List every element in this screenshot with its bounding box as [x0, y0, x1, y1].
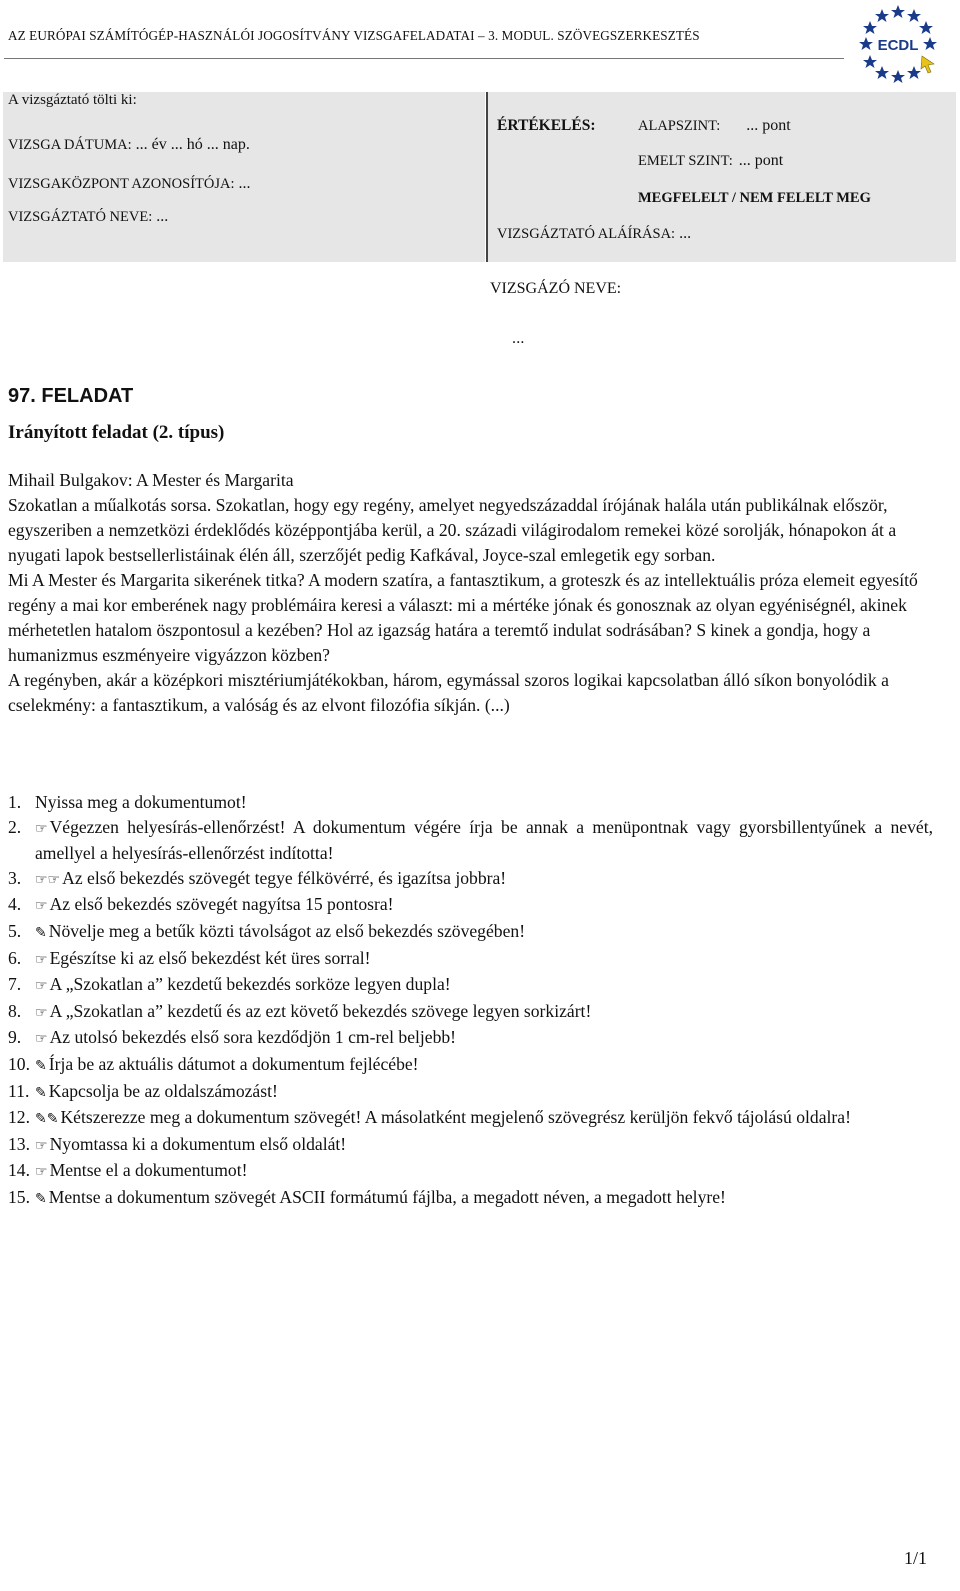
logo-star — [863, 21, 877, 34]
step-number: 6. — [8, 947, 22, 968]
examiner-name-value: ... — [156, 208, 169, 225]
logo-star — [891, 5, 905, 18]
step-number: 15. — [8, 1186, 30, 1207]
logo-star — [863, 55, 877, 68]
paragraph: Mi A Mester és Margarita sikerének titka? A modern szatíra, a fantasztikum, a groteszk és az intellektuális próza elemeit egyesítő regény a mai kor emberének nagy problémáira keresi a választ: mi a mértéke jónak és gonosznak az olyan egyéniségnél, akinek mérhetetlen hatalom öszpontosul a kezében? Hol az igazság határa a teremtő indulat sodrásában? S kinek a gondja, hogy a humanizmus eszményeire vigyázzon közben? — [8, 570, 918, 665]
pen-icon: ✎ — [35, 1057, 47, 1074]
paragraph: A regényben, akár a középkori misztériumjátékokban, három, egymással szoros logikai kapcsolatban álló síkon bonyolódik a cselekmény: a fantasztikum, a valóság és az elvont filozófia síkján. (...) — [8, 670, 889, 715]
logo-star — [859, 37, 873, 50]
step-number: 14. — [8, 1160, 30, 1181]
instruction-item — [8, 946, 933, 973]
advanced-level-value: ... pont — [738, 152, 784, 169]
page-number: 1/1 — [904, 1548, 928, 1568]
logo-star — [907, 66, 921, 79]
task-number: 97. FELADAT — [8, 385, 134, 407]
step-number: 4. — [8, 894, 22, 915]
step-text: Kétszerezze meg a dokumentum szövegét! A másolatként megjelenő szövegrész kerüljön fekvő tájolású oldalra! — [60, 1107, 851, 1128]
base-level-label: ALAPSZINT: — [638, 118, 721, 134]
step-text: Egészítse ki az első bekezdést két üres sorral! — [49, 947, 371, 968]
step-text: A „Szokatlan a” kezdetű bekezdés sorköze legyen dupla! — [49, 974, 451, 995]
pointing-hand-icon: ☞ — [35, 978, 48, 995]
pointing-hand-icon: ☞ — [35, 1137, 48, 1154]
instruction-item — [8, 866, 933, 893]
pointing-hand-icon: ☞ — [35, 820, 48, 837]
base-level-value: ... pont — [746, 117, 791, 134]
base-level-row — [638, 117, 791, 135]
instruction-item — [8, 892, 933, 919]
candidate-name-label: VIZSGÁZÓ NEVE: — [490, 280, 622, 297]
exam-center-label: VIZSGAKÖZPONT AZONOSÍTÓJA: — [8, 176, 235, 192]
logo-cursor-icon — [921, 56, 934, 73]
form-divider — [486, 92, 488, 262]
step-text: A „Szokatlan a” kezdetű és az ezt követő bekezdés szövege legyen sorkizárt! — [49, 1000, 592, 1021]
pass-fail-result: MEGFELELT / NEM FELELT MEG — [638, 190, 871, 206]
pointing-hand-icon: ☞ — [35, 1164, 48, 1181]
examiner-signature-label: VIZSGÁZTATÓ ALÁÍRÁSA: — [497, 226, 676, 242]
exam-date-value: ... év ... hó ... nap. — [135, 136, 250, 153]
step-number: 12. — [8, 1107, 30, 1128]
form-caption: A vizsgáztató tölti ki: — [8, 92, 137, 108]
step-text: Az utolsó bekezdés első sora kezdődjön 1 cm-rel beljebb! — [49, 1027, 457, 1048]
instruction-item — [8, 790, 933, 815]
paragraph-title: Mihail Bulgakov: A Mester és Margarita — [8, 470, 294, 490]
logo-text: ECDL — [877, 37, 919, 54]
pointing-hand-icon: ☞ — [35, 1031, 48, 1048]
pen-icon: ✎✎ — [35, 1111, 59, 1128]
step-number: 9. — [8, 1027, 22, 1048]
step-text: Nyomtassa ki a dokumentum első oldalát! — [49, 1133, 347, 1154]
examiner-signature-value: ... — [679, 225, 692, 242]
header-divider — [4, 58, 844, 59]
logo-star — [907, 9, 921, 22]
advanced-level-row — [638, 152, 783, 170]
step-text: Az első bekezdés szövegét nagyítsa 15 pontosra! — [49, 894, 394, 915]
examiner-name-label: VIZSGÁZTATÓ NEVE: — [8, 209, 153, 225]
step-number: 11. — [8, 1080, 30, 1101]
paragraph: Szokatlan a műalkotás sorsa. Szokatlan, hogy egy regény, amelyet negyedszázaddal írójának halála után publikálnak először, egyszeriben a nemzetközi érdeklődés középpontjába kerül, a 20. századi világirodalom remekei közé sorolják, hónapokon át a nyugati lapok bestsellerlistáinak élén áll, szerzőjét pedig Kafkával, Joyce-szal emlegetik egy sorban. — [8, 495, 897, 565]
step-text: Kapcsolja be az oldalszámozást! — [48, 1080, 278, 1101]
logo-star — [891, 70, 905, 83]
exam-center-row — [8, 175, 251, 193]
source-text — [8, 468, 943, 718]
pointing-hand-icon: ☞ — [35, 898, 48, 915]
exam-center-value: ... — [238, 175, 251, 192]
logo-star — [875, 66, 889, 79]
logo-star — [875, 9, 889, 22]
evaluation-label: ÉRTÉKELÉS: — [497, 117, 596, 134]
exam-date-row — [8, 136, 250, 154]
instruction-item — [8, 1158, 933, 1185]
pointing-hand-icon: ☞ — [35, 1004, 48, 1021]
step-number: 1. — [8, 792, 22, 812]
step-text: Az első bekezdés szövegét tegye félkövérré, és igazítsa jobbra! — [62, 867, 507, 888]
logo-star — [919, 21, 933, 34]
exam-date-label: VIZSGA DÁTUMA: — [8, 137, 132, 153]
pen-icon: ✎ — [35, 924, 47, 941]
instruction-item — [8, 1185, 933, 1212]
instruction-item — [8, 1025, 933, 1052]
instruction-item — [8, 1079, 933, 1106]
instruction-item — [8, 815, 933, 866]
advanced-level-label: EMELT SZINT: — [638, 153, 733, 169]
pointing-hand-icon: ☞ — [35, 951, 48, 968]
pen-icon: ✎ — [35, 1190, 47, 1207]
pointing-hand-icon: ☞☞ — [35, 871, 61, 888]
step-number: 3. — [8, 867, 22, 888]
document-header-title: AZ EURÓPAI SZÁMÍTÓGÉP-HASZNÁLÓI JOGOSÍTVÁNY VIZSGAFELADATAI – 3. MODUL. SZÖVEGSZERKESZTÉS — [8, 28, 700, 43]
instruction-item — [8, 919, 933, 946]
step-text: Növelje meg a betűk közti távolságot az első bekezdés szövegében! — [48, 920, 526, 941]
step-number: 13. — [8, 1133, 30, 1154]
instruction-item — [8, 1132, 933, 1159]
instruction-item — [8, 972, 933, 999]
candidate-name-value: ... — [512, 330, 525, 347]
instruction-item — [8, 1105, 933, 1132]
pen-icon: ✎ — [35, 1084, 47, 1101]
instruction-item — [8, 1052, 933, 1079]
ecdl-logo — [856, 2, 940, 86]
instruction-item — [8, 999, 933, 1026]
step-number: 10. — [8, 1053, 30, 1074]
logo-star — [923, 37, 937, 50]
step-text: Írja be az aktuális dátumot a dokumentum fejlécébe! — [48, 1053, 419, 1074]
step-number: 7. — [8, 974, 22, 995]
examiner-signature-row — [497, 225, 691, 243]
step-number: 5. — [8, 920, 22, 941]
step-text: Nyissa meg a dokumentumot! — [35, 792, 247, 812]
step-text: Mentse a dokumentum szövegét ASCII formátumú fájlba, a megadott néven, a megadott helyre! — [48, 1186, 726, 1207]
step-text: Végezzen helyesírás-ellenőrzést! A dokumentum végére írja be annak a menüpontnak vagy gyorsbillentyűnek a nevét, amellyel a helyesírás-ellenőrzést indította! — [35, 816, 933, 864]
step-number: 8. — [8, 1000, 22, 1021]
examiner-name-row — [8, 208, 168, 226]
step-text: Mentse el a dokumentumot! — [49, 1160, 248, 1181]
step-number: 2. — [8, 816, 22, 837]
task-type: Irányított feladat (2. típus) — [8, 422, 225, 443]
instruction-list — [8, 790, 933, 1212]
